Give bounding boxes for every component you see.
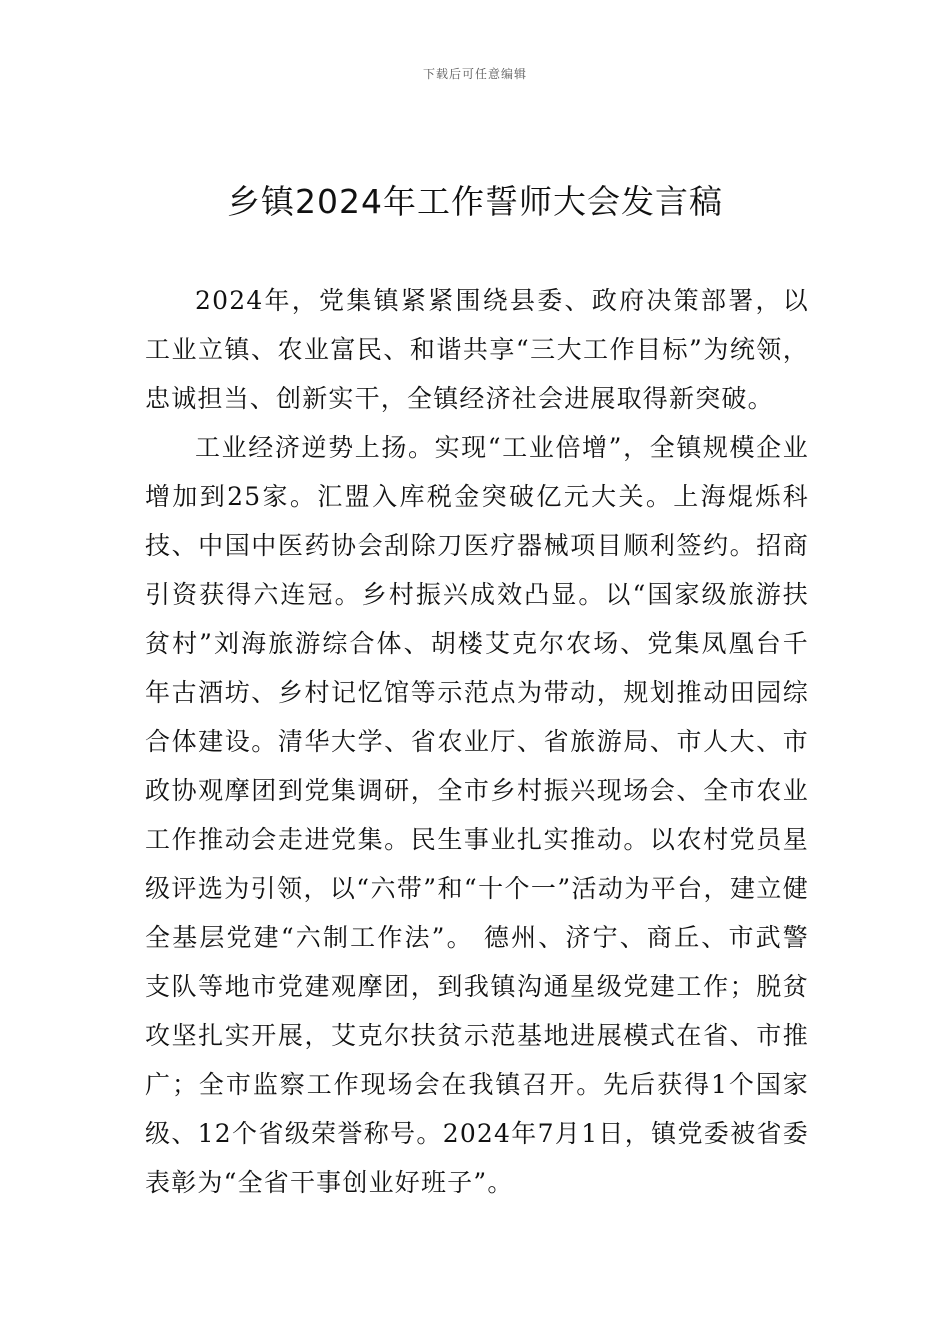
paragraph-intro: 2024年，党集镇紧紧围绕县委、政府决策部署，以工业立镇、农业富民、和谐共享“三大工作目标”为统领，忠诚担当、创新实干，全镇经济社会进展取得新突破。 — [145, 286, 809, 413]
paragraph-achievements: 工业经济逆势上扬。实现“工业倍增”，全镇规模企业增加到25家。汇盟入库税金突破亿元大关。上海焜烁科技、中国中医药协会刮除刀医疗器械项目顺利签约。招商引资获得六连冠。乡村振兴成效凸显。以“国家级旅游扶贫村”刘海旅游综合体、胡楼艾克尔农场、党集凤凰台千年古酒坊、乡村记忆馆等示范点为带动，规划推动田园综合体建设。清华大学、省农业厅、省旅游局、市人大、市政协观摩团到党集调研，全市乡村振兴现场会、全市农业工作推动会走进党集。民生事业扎实推动。以农村党员星级评选为引领，以“六带”和“十个一”活动为平台，建立健全基层党建“六制工作法”。 德州、济宁、商丘、市武警支队等地市党建观摩团，到我镇沟通星级党建工作；脱贫攻坚扎实开展，艾克尔扶贫示范基地进展模式在省、市推广；全市监察工作现场会在我镇召开。先后获得1个国家级、12个省级荣誉称号。2024年7月1日，镇党委被省委表彰为“全省干事创业好班子”。 — [145, 433, 809, 1197]
document-title: 乡镇2024年工作誓师大会发言稿 — [227, 182, 723, 221]
document-body — [145, 276, 809, 1207]
header-note: 下载后可任意编辑 — [422, 67, 527, 81]
